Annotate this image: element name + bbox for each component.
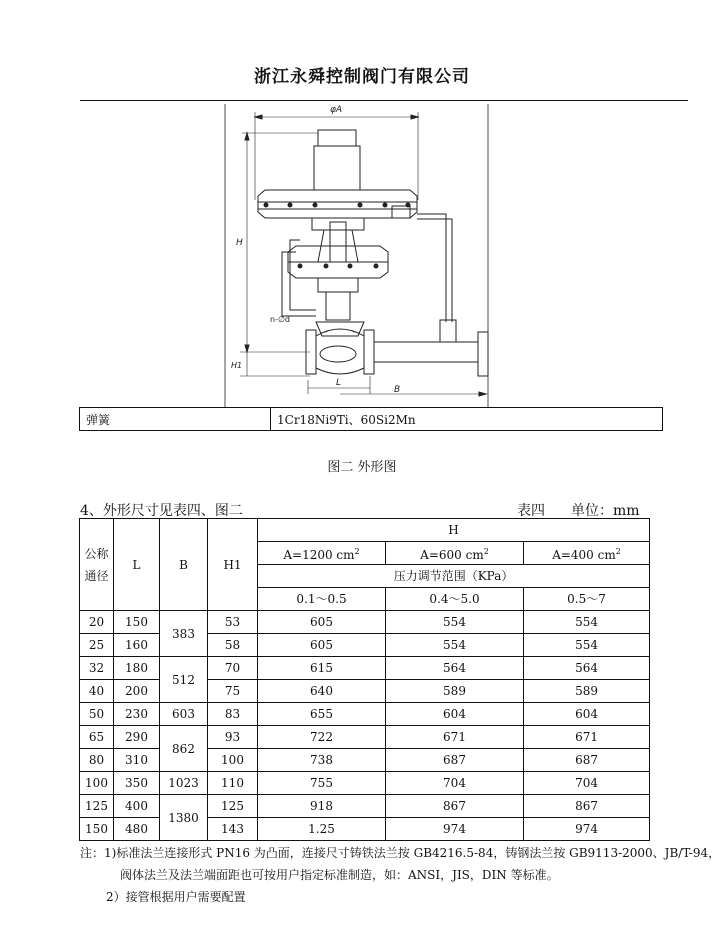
note-line-1: 注：1)标准法兰连接形式 PN16 为凸面，连接尺寸铸铁法兰按 GB4216.5-84，铸钢法兰按 GB9113-2000、JB/T-94， (80, 846, 721, 860)
range-cell: 0.5～7 (524, 588, 650, 611)
table-row: 100 350 1023 110 755 704 704 (80, 772, 650, 795)
label-phiA: φA (330, 105, 343, 115)
label-L: L (336, 378, 342, 388)
table-row: 150 480 143 1.25 974 974 (80, 818, 650, 841)
col-header-dn: 公称通径 (80, 519, 114, 611)
b-cell: 1023 (160, 772, 208, 795)
spring-label: 弹簧 (80, 408, 271, 431)
note-line-2: 阀体法兰及法兰端面距也可按用户指定标准制造，如：ANSI，JIS，DIN 等标准。 (120, 868, 559, 882)
b-cell: 603 (160, 703, 208, 726)
b-cell: 1380 (160, 795, 208, 841)
col-header-L: L (114, 519, 160, 611)
area-header-600: A=600 $cm^2$ (386, 542, 524, 565)
header-rule (80, 100, 688, 101)
dimensions-table (79, 518, 650, 841)
company-title: 浙江永舜控制阀门有限公司 (254, 67, 470, 87)
table-label: 表四 (517, 503, 545, 519)
notes (80, 842, 720, 908)
figure-caption: 图二 外形图 (327, 460, 397, 475)
valve-outline-drawing (0, 102, 724, 407)
table-row: 32 180 512 70 615 564 564 (80, 657, 650, 680)
col-header-H1: H1 (208, 519, 258, 611)
label-nd: n-∅d (270, 315, 291, 324)
pressure-range-header: 压力调节范围（KPa） (258, 565, 650, 588)
area-header-400: A=400 $cm^2$ (524, 542, 650, 565)
note-line-3: 2）接管根据用户需要配置 (106, 890, 246, 904)
table-row: 20 150 383 53 605 554 554 (80, 611, 650, 634)
table-row: 25 160 58 605 554 554 (80, 634, 650, 657)
range-cell: 0.1～0.5 (258, 588, 386, 611)
table-row: 50 230 603 83 655 604 604 (80, 703, 650, 726)
label-B: B (394, 385, 401, 395)
spring-material-row (79, 407, 663, 431)
b-cell: 862 (160, 726, 208, 772)
table-row: 40 200 75 640 589 589 (80, 680, 650, 703)
col-header-B: B (160, 519, 208, 611)
range-cell: 0.4～5.0 (386, 588, 524, 611)
label-H: H (236, 238, 243, 248)
table-row: 65 290 862 93 722 671 671 (80, 726, 650, 749)
col-header-H: H (258, 519, 650, 542)
table-row: 125 400 1380 125 918 867 867 (80, 795, 650, 818)
b-cell: 512 (160, 657, 208, 703)
unit-label: 单位：mm (571, 503, 640, 519)
area-header-1200: A=1200 $cm^2$ (258, 542, 386, 565)
table-row: 80 310 100 738 687 687 (80, 749, 650, 772)
b-cell: 383 (160, 611, 208, 657)
label-H1: H1 (231, 361, 243, 370)
spring-value: 1Cr18Ni9Ti、60Si2Mn (271, 408, 663, 431)
section-heading: 4、外形尺寸见表四、图二 (80, 503, 243, 519)
